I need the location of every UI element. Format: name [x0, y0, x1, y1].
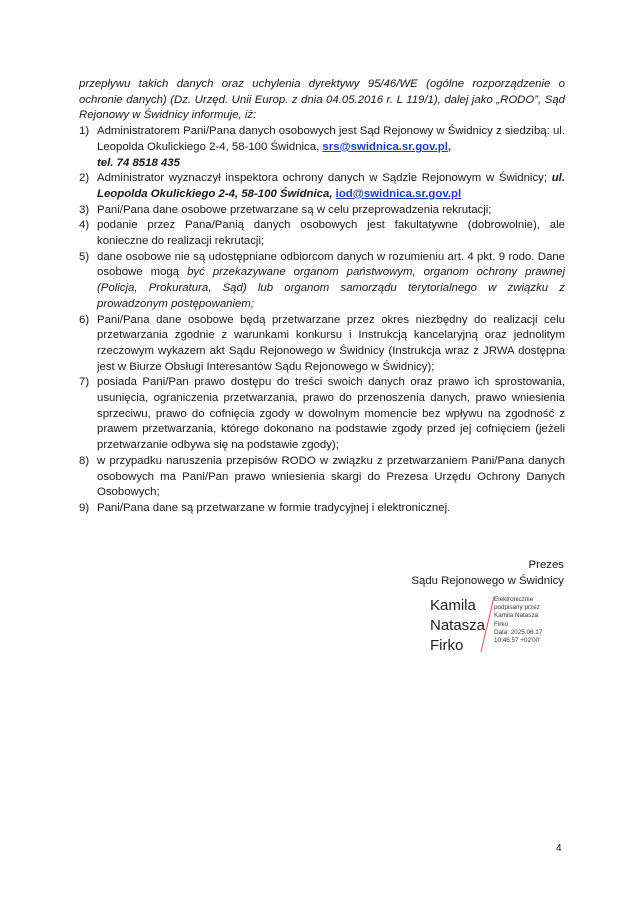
signatory-court: Sądu Rejonowego w Świdnicy	[411, 575, 564, 587]
list-text-italic: być przekazywane organom państwowym, organom ochrony prawnej (Policja, Prokuratura, Sąd) lub organom samorządu terytorialnego w związku z prowadzonym postępowaniem;	[97, 266, 565, 310]
signature-detail-line: Kamila Natasza	[494, 612, 539, 620]
list-text: Pani/Pana dane osobowe będą przetwarzane przez okres niezbędny do realizacji celu przetwarzania zgodnie z warunkami konkursu i Instrukcją kancelaryjną oraz jednolitym rzeczowym wykazem akt Sądu Rejonowego w Świdnicy (Instrukcja wraz z JRWA dostępna jest w Biurze Obsługi Interesantów Sądu Rejonowego w Świdnicy);	[97, 313, 565, 373]
list-item	[79, 313, 565, 376]
list-number: 4)	[79, 219, 90, 232]
signer-name	[430, 596, 485, 656]
signatory-role: Prezes	[528, 559, 564, 571]
intro-paragraph: przepływu takich danych oraz uchylenia dyrektywy 95/46/WE (ogólne rozporządzenie o ochronie danych) (Dz. Urzęd. Unii Europ. z dnia 04.05.2016 r. L 119/1), dalej jako „RODO”, Sąd Rejonowy w Świdnicy informuje, iż:	[79, 78, 565, 122]
list-number: 1)	[79, 125, 90, 138]
list-number: 7)	[79, 376, 90, 389]
list-text: Pani/Pana dane są przetwarzane w formie tradycyjnej i elektronicznej.	[97, 501, 451, 514]
list-number: 8)	[79, 454, 90, 467]
email-link-srs[interactable]: srs@swidnica.sr.gov.pl,	[322, 140, 452, 153]
list-text: Administratorem Pani/Pana danych osobowych jest Sąd Rejonowy w Świdnicy z siedzibą: ul. Leopolda Okulickiego 2-4, 58-100 Świdnica,	[97, 125, 565, 153]
list-item	[79, 171, 565, 202]
list-text: Administrator wyznaczył inspektora ochrony danych w Sądzie Rejonowym w Świdnicy;	[97, 172, 552, 185]
list-text: podanie przez Pana/Panią danych osobowych jest fakultatywne (dobrowolnie), ale konieczne do realizacji rekrutacji;	[97, 219, 565, 248]
phone-text: tel. 74 8518 435	[97, 156, 180, 169]
signature-detail-line: Elektronicznie	[494, 596, 534, 603]
list-item	[79, 218, 565, 249]
list-text: posiada Pani/Pan prawo dostępu do treści swoich danych oraz prawo ich sprostowania, usunięcia, ograniczenia przetwarzania, prawo do przenoszenia danych, prawo wniesienia sprzeciwu, prawo do cofnięcia zgody w dowolnym momencie bez wpływu na zgodność z prawem przetwarzania, którego dokonano na podstawie zgody przed jej cofnięciem (jeżeli przetwarzanie odbywa się na podstawie zgody);	[97, 376, 565, 452]
signer-first-name: Kamila	[430, 597, 476, 614]
electronic-signature	[430, 594, 560, 656]
signature-time: 10:46:57 +02'00'	[494, 637, 541, 645]
list-item	[79, 501, 565, 517]
page-number: 4	[556, 843, 562, 854]
list-item	[79, 250, 565, 313]
list-number: 9)	[79, 501, 90, 514]
list-text: dane osobowe nie są udostępniane odbiorcom danych w rozumieniu art. 4 pkt. 9 rodo. Dane osobowe mogą	[97, 250, 565, 279]
list-item	[79, 203, 565, 219]
signature-details	[494, 596, 542, 645]
document-body	[79, 77, 565, 517]
iod-address: ul. Leopolda Okulickiego 2-4, 58-100 Świdnica,	[97, 172, 565, 200]
list-item	[79, 124, 565, 171]
list-number: 3)	[79, 203, 90, 216]
list-item	[79, 375, 565, 454]
list-item	[79, 454, 565, 501]
list-text: w przypadku naruszenia przepisów RODO w związku z przetwarzaniem Pani/Pana danych osobowych ma Pani/Pan prawo wniesienia skargi do Prezesa Urzędu Ochrony Danych Osobowych;	[97, 454, 565, 499]
signer-last-name: Firko	[430, 637, 464, 654]
information-list	[79, 124, 565, 517]
list-number: 6)	[79, 313, 90, 326]
list-number: 5)	[79, 250, 90, 263]
list-number: 2)	[79, 172, 90, 185]
email-link-iod[interactable]: iod@swidnica.sr.gov.pl	[335, 187, 462, 200]
signature-detail-line: Firko	[494, 620, 508, 628]
list-text: Pani/Pana dane osobowe przetwarzane są w celu przeprowadzenia rekrutacji;	[97, 203, 492, 216]
signatory-title	[411, 557, 564, 589]
signature-date: Data: 2025.06.17	[494, 628, 543, 636]
signature-detail-line: podpisany przez	[494, 604, 540, 612]
signer-middle-name: Natasza	[430, 617, 486, 634]
